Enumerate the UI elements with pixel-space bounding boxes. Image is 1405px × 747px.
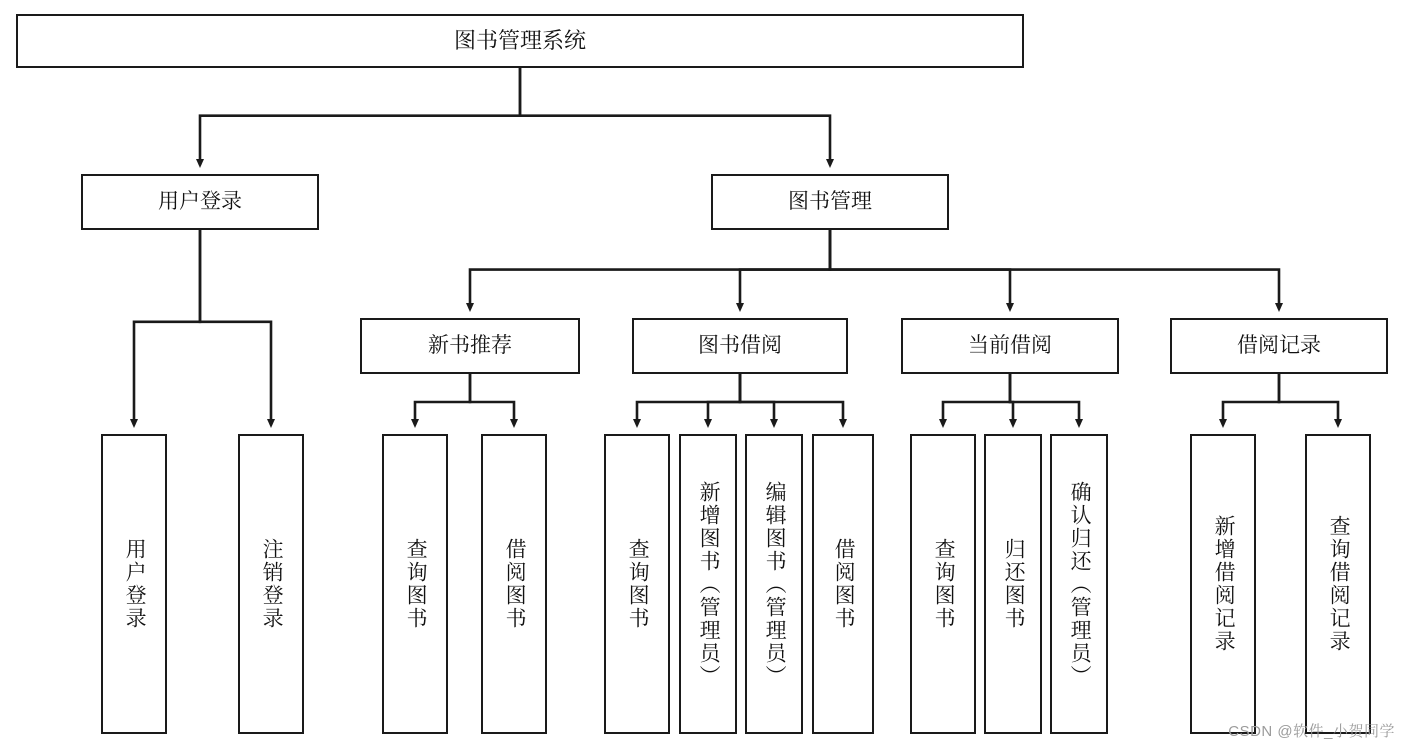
edge-bookmgmt-to-borrow: [740, 230, 830, 309]
node-root: 图书管理系统: [16, 14, 1024, 68]
node-records: 借阅记录: [1170, 318, 1388, 374]
edge-login-to-l1: [134, 230, 200, 425]
edge-borrow-to-b3: [740, 374, 774, 425]
node-n2: 借阅图书: [481, 434, 547, 734]
edge-root-to-login: [200, 68, 520, 165]
node-current: 当前借阅: [901, 318, 1119, 374]
watermark: CSDN @软件_小贺同学: [1228, 723, 1395, 740]
node-c1: 查询图书: [910, 434, 976, 734]
edge-newbook-to-n1: [415, 374, 470, 425]
node-login: 用户登录: [81, 174, 319, 230]
node-l2: 注销登录: [238, 434, 304, 734]
node-c3: 确认归还（管理员）: [1050, 434, 1108, 734]
edge-login-to-l2: [200, 230, 271, 425]
edge-borrow-to-b2: [708, 374, 740, 425]
edge-current-to-c1: [943, 374, 1010, 425]
edge-bookmgmt-to-newbook: [470, 230, 830, 309]
edge-newbook-to-n2: [470, 374, 514, 425]
node-borrow: 图书借阅: [632, 318, 848, 374]
edge-bookmgmt-to-records: [830, 230, 1279, 309]
node-b3: 编辑图书（管理员）: [745, 434, 803, 734]
node-b2: 新增图书（管理员）: [679, 434, 737, 734]
node-b1: 查询图书: [604, 434, 670, 734]
node-n1: 查询图书: [382, 434, 448, 734]
node-bookmgmt: 图书管理: [711, 174, 949, 230]
edge-borrow-to-b4: [740, 374, 843, 425]
node-l1: 用户登录: [101, 434, 167, 734]
edge-current-to-c3: [1010, 374, 1079, 425]
edge-records-to-r2: [1279, 374, 1338, 425]
edge-current-to-c2: [1010, 374, 1013, 425]
node-c2: 归还图书: [984, 434, 1042, 734]
edge-bookmgmt-to-current: [830, 230, 1010, 309]
node-r2: 查询借阅记录: [1305, 434, 1371, 734]
edge-root-to-bookmgmt: [520, 68, 830, 165]
node-b4: 借阅图书: [812, 434, 874, 734]
edge-records-to-r1: [1223, 374, 1279, 425]
node-r1: 新增借阅记录: [1190, 434, 1256, 734]
edge-borrow-to-b1: [637, 374, 740, 425]
node-newbook: 新书推荐: [360, 318, 580, 374]
